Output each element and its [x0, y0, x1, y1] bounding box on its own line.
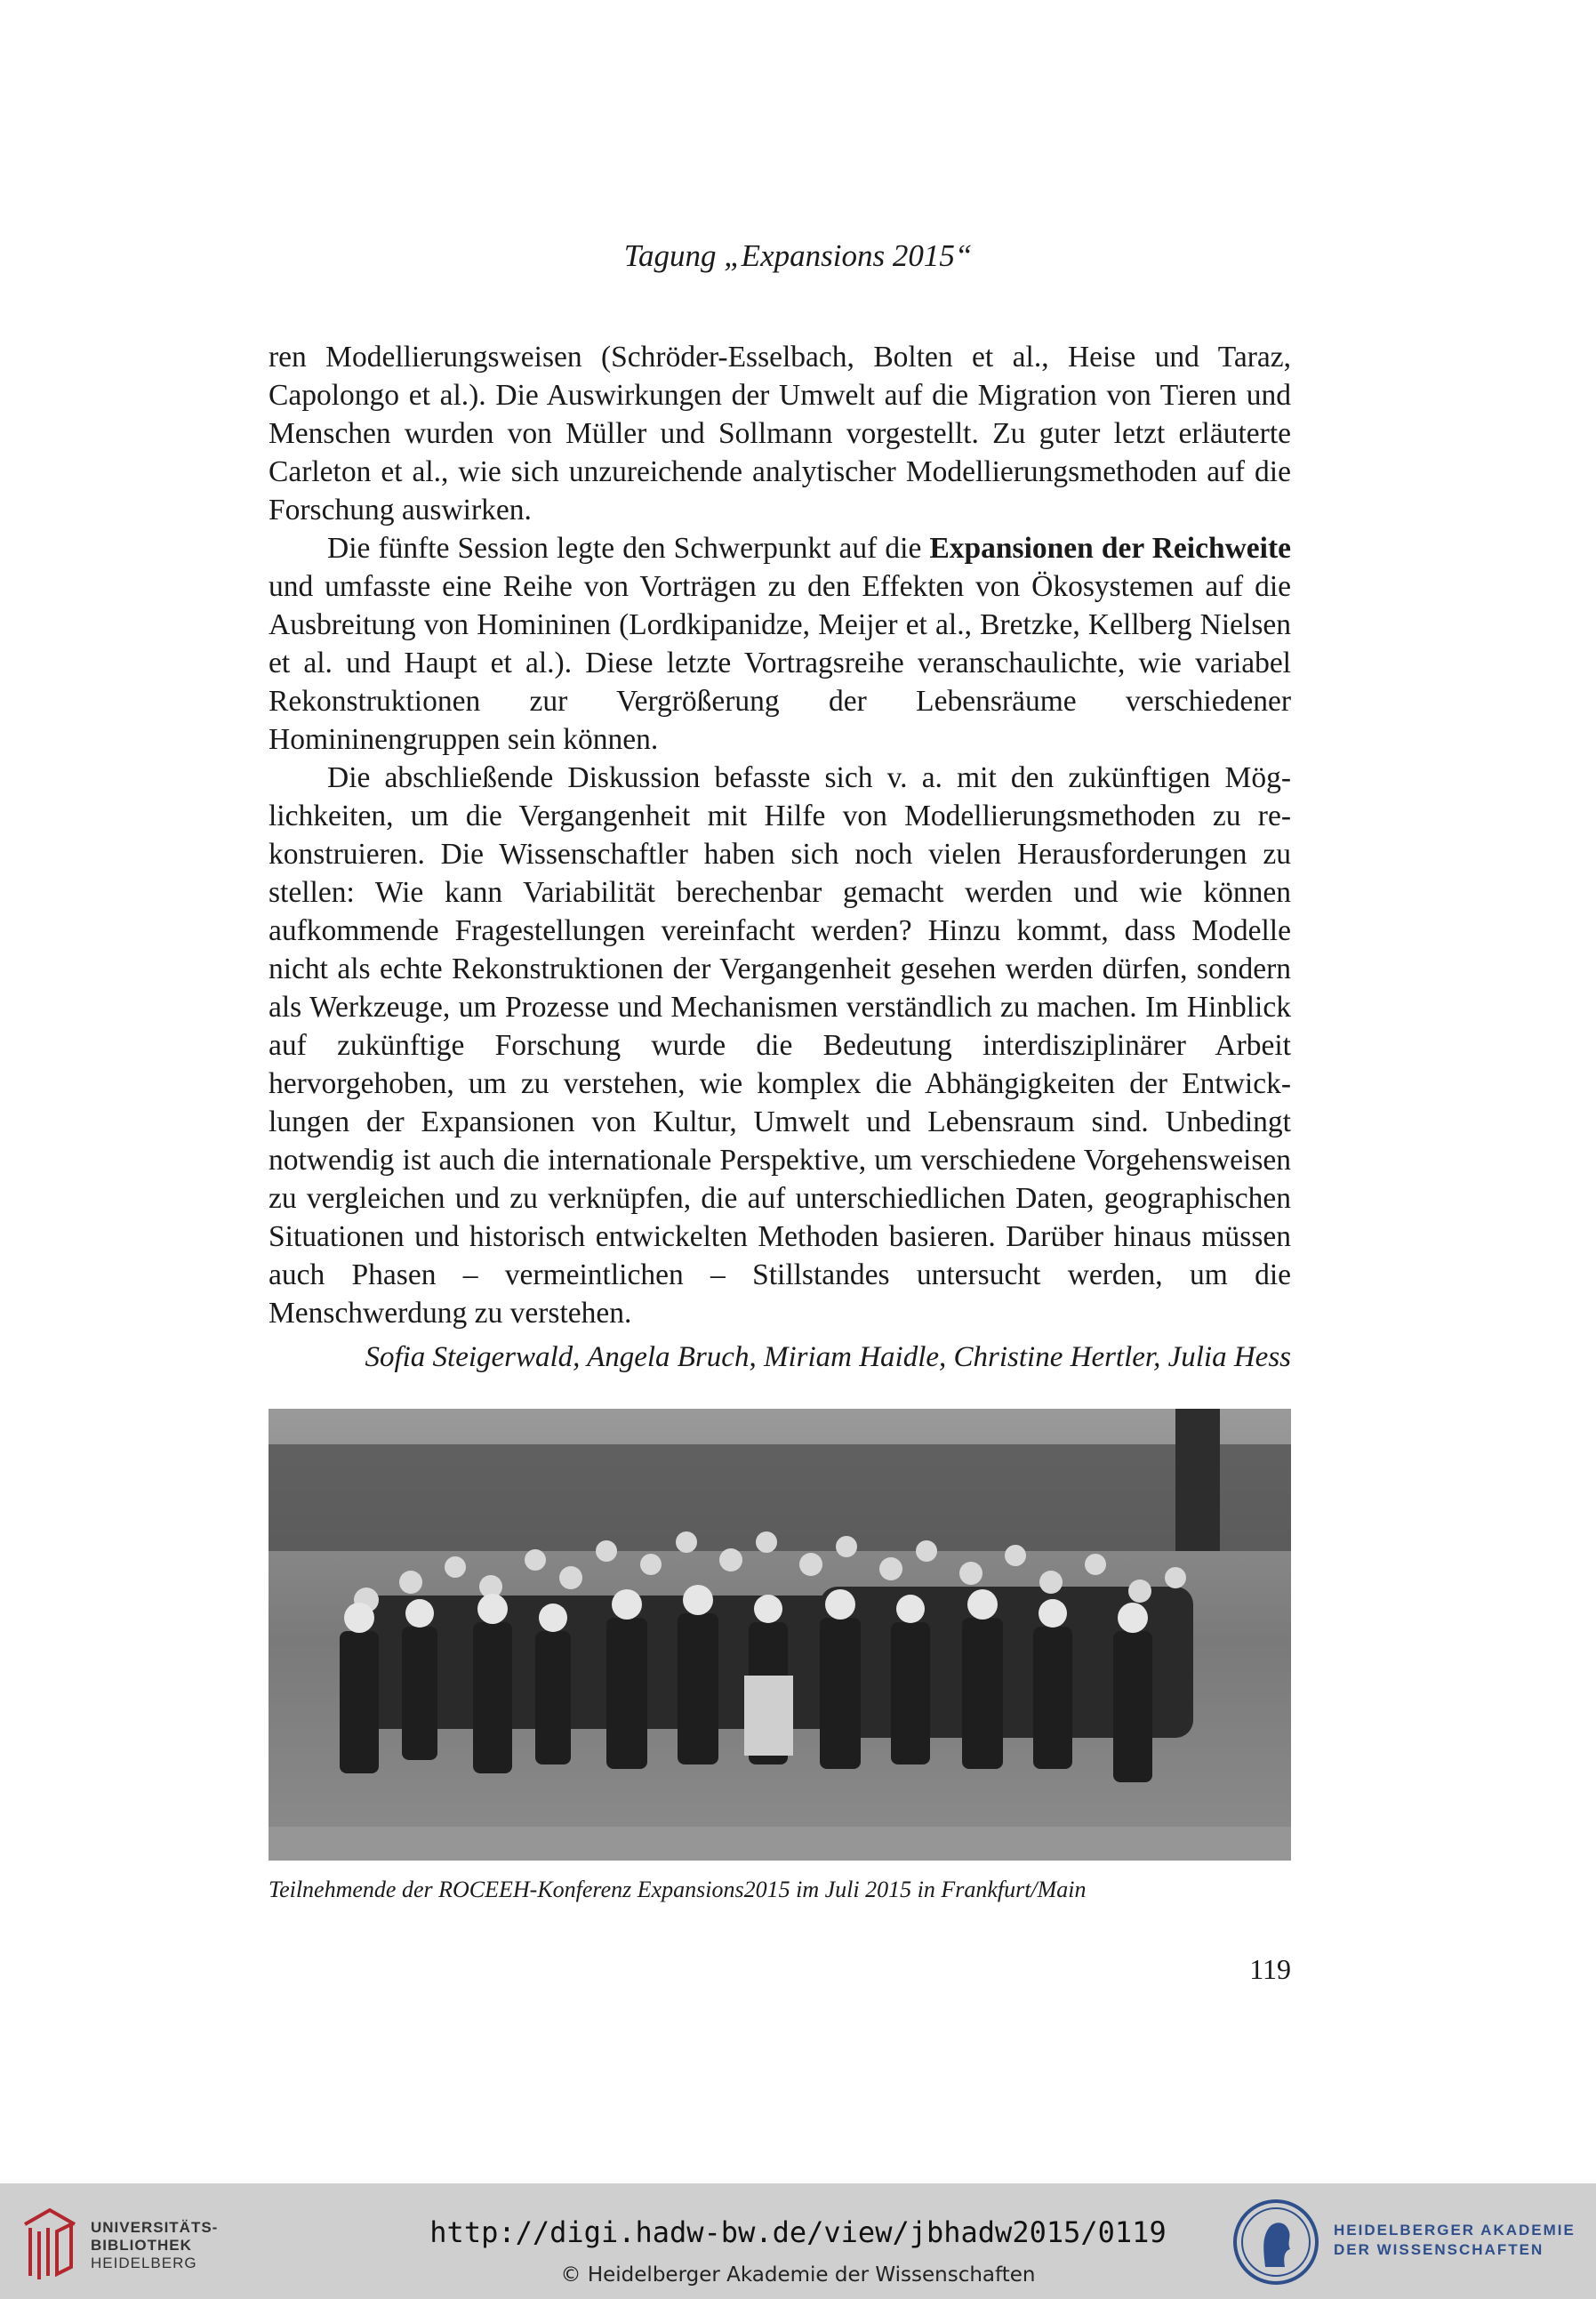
- figure-caption: Teilnehmende der ROCEEH-Konferenz Expansions2015 im Juli 2015 in Frankfurt/Main: [269, 1877, 1087, 1902]
- paragraph-2-end: und umfasste eine Reihe von Vorträgen zu den Effekten von Ökosystemen auf die Ausbreitung von Homininen (Lordkipanidze, Meijer et al., Bretzke, Kellberg Nielsen et al. und Haupt et al.). Diese letzte Vortragsreihe veranschaulichte, wie variabel Rekonstruktionen zur Vergrößerung der Lebensräume verschiedener Homininengruppen sein können.: [269, 570, 1291, 756]
- group-photo-illustration: [269, 1409, 1291, 1861]
- body-text: [269, 338, 1291, 1332]
- session-topic-bold: Expansionen der Reichweite: [929, 532, 1292, 565]
- paragraph-3: Die abschließende Diskussion befasste sich v. a. mit den zukünftigen Möglichkeiten, um die Vergangenheit mit Hilfe von Modellierungsmethoden zu rekonstruieren. Die Wissenschaftler haben sich noch vielen Herausforderungen zu stellen: Wie kann Variabilität berechenbar gemacht werden und wie können aufkommende Fragestellungen vereinfacht werden? Hinzu kommt, dass Modelle nicht als echte Rekonstruktionen der Vergangenheit gesehen werden dürfen, sondern als Werkzeuge, um Prozesse und Mechanismen verständlich zu machen. Im Hinblick auf zukünftige Forschung wurde die Bedeutung interdisziplinärer Arbeit hervorgehoben, um zu verstehen, wie komplex die Abhängigkeiten der Entwicklungen der Expansionen von Kultur, Umwelt und Lebensraum sind. Unbedingt notwendig ist auch die internationale Perspektive, um verschiedene Vorgehensweisen zu vergleichen und zu verknüpfen, die auf unterschiedlichen Daten, geographischen Situationen und historisch entwickelten Methoden basieren. Darüber hinaus müssen auch Phasen – vermeintlichen – Stillstandes untersucht werden, um die Menschwerdung zu verstehen.: [269, 761, 1291, 1330]
- academy-seal-icon: [1231, 2198, 1320, 2287]
- paragraph-2-start: Die fünfte Session legte den Schwerpunkt auf die: [327, 532, 930, 565]
- hadw-logo-text: [1334, 2221, 1576, 2260]
- copyright-notice: © Heidelberger Akademie der Wissenschaften: [560, 2263, 1036, 2287]
- footer-bar: [0, 2183, 1596, 2299]
- hadw-logo[interactable]: [1231, 2194, 1587, 2292]
- page-number: 119: [1249, 1953, 1291, 1985]
- permalink-url[interactable]: http://digi.hadw-bw.de/view/jbhadw2015/0119: [429, 2215, 1167, 2249]
- author-signature: Sofia Steigerwald, Angela Bruch, Miriam Haidle, Christine Hertler, Julia Hess: [365, 1341, 1291, 1373]
- ub-line-1: UNIVERSITÄTS-: [91, 2219, 219, 2236]
- hadw-line-1: HEIDELBERGER AKADEMIE: [1334, 2222, 1576, 2239]
- hadw-line-2: DER WISSENSCHAFTEN: [1334, 2241, 1544, 2258]
- ub-line-2: BIBLIOTHEK: [91, 2237, 192, 2254]
- group-photo: [269, 1409, 1291, 1861]
- paragraph-1: ren Modellierungsweisen (Schröder-Esselbach, Bolten et al., Heise und Taraz, Capolongo et al.). Die Auswirkungen der Umwelt auf die Migration von Tieren und Menschen wurden von Müller und Sollmann vorgestellt. Zu guter letzt erläuterte Carleton et al., wie sich unzureichende analytischer Modellierungsmethoden auf die Forschung auswirken.: [269, 341, 1291, 527]
- ub-line-3: HEIDELBERG: [91, 2255, 197, 2271]
- running-header: Tagung „Expansions 2015“: [623, 238, 973, 273]
- paragraph-2: [269, 529, 1291, 759]
